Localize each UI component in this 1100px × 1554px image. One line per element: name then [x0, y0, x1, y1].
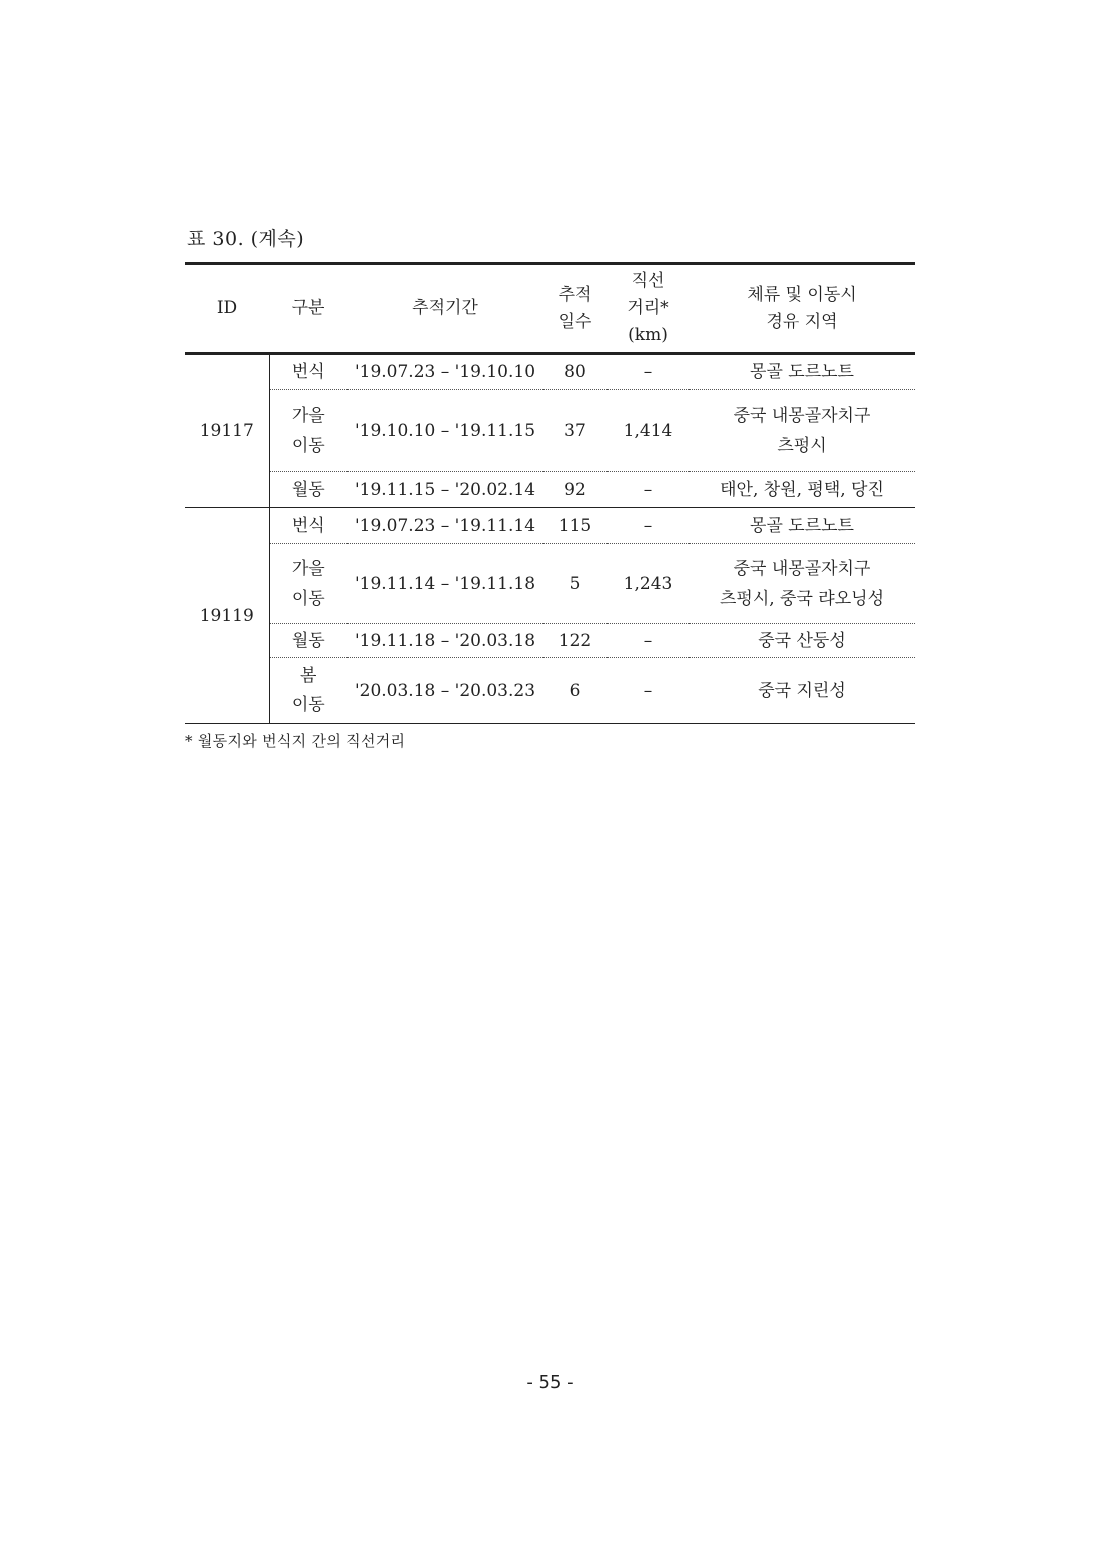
- header-distance-line3: (km): [628, 325, 668, 345]
- region-cell: [689, 390, 915, 472]
- period-cell: '19.11.18 – '20.03.18: [347, 624, 543, 658]
- table-footnote: * 월동지와 번식지 간의 직선거리: [185, 732, 406, 750]
- table-row: [185, 508, 915, 544]
- header-days: [543, 264, 607, 354]
- header-id: ID: [185, 264, 269, 354]
- period-cell: '19.07.23 – '19.11.14: [347, 508, 543, 544]
- days-cell: 6: [543, 658, 607, 724]
- table-row: [185, 354, 915, 390]
- days-cell: 115: [543, 508, 607, 544]
- period-cell: '19.07.23 – '19.10.10: [347, 354, 543, 390]
- category-cell: [269, 390, 347, 472]
- category-line: 가을: [291, 405, 325, 426]
- distance-cell: –: [607, 508, 689, 544]
- table-row: [185, 544, 915, 624]
- region-cell: 몽골 도르노트: [689, 354, 915, 390]
- days-cell: 80: [543, 354, 607, 390]
- header-days-line2: 일수: [558, 311, 592, 332]
- category-line: 이동: [291, 435, 325, 456]
- distance-cell: 1,243: [607, 544, 689, 624]
- region-cell: 태안, 창원, 평택, 당진: [689, 472, 915, 508]
- category-cell: 번식: [269, 508, 347, 544]
- table-row: [185, 658, 915, 724]
- header-category: 구분: [269, 264, 347, 354]
- table-row: [185, 624, 915, 658]
- table-row: [185, 390, 915, 472]
- period-cell: '19.11.15 – '20.02.14: [347, 472, 543, 508]
- header-region-line2: 경유 지역: [766, 311, 838, 332]
- table-header-row: [185, 264, 915, 354]
- period-cell: '19.11.14 – '19.11.18: [347, 544, 543, 624]
- header-distance-line1: 직선: [631, 271, 665, 291]
- region-cell: 몽골 도르노트: [689, 508, 915, 544]
- distance-cell: –: [607, 472, 689, 508]
- region-line: 중국 내몽골자치구: [733, 558, 871, 579]
- category-cell: 월동: [269, 624, 347, 658]
- header-period: 추적기간: [347, 264, 543, 354]
- category-cell: [269, 658, 347, 724]
- category-cell: [269, 544, 347, 624]
- region-cell: [689, 544, 915, 624]
- days-cell: 5: [543, 544, 607, 624]
- header-distance: [607, 264, 689, 354]
- table-row: [185, 472, 915, 508]
- region-line: 중국 내몽골자치구: [733, 405, 871, 426]
- page-number: - 55 -: [526, 1372, 574, 1393]
- days-cell: 37: [543, 390, 607, 472]
- region-line: 츠펑시, 중국 랴오닝성: [719, 588, 884, 609]
- region-cell: 중국 산둥성: [689, 624, 915, 658]
- tracking-table: [185, 262, 915, 724]
- category-line: 이동: [291, 588, 325, 609]
- header-days-line1: 추적: [558, 284, 592, 305]
- period-cell: '19.10.10 – '19.11.15: [347, 390, 543, 472]
- header-distance-line2: 거리*: [627, 298, 669, 318]
- header-region-line1: 체류 및 이동시: [747, 284, 857, 305]
- id-cell: 19119: [185, 508, 269, 724]
- region-cell: 중국 지린성: [689, 658, 915, 724]
- category-line: 가을: [291, 558, 325, 579]
- distance-cell: –: [607, 624, 689, 658]
- period-cell: '20.03.18 – '20.03.23: [347, 658, 543, 724]
- region-line: 츠펑시: [777, 435, 827, 456]
- category-cell: 번식: [269, 354, 347, 390]
- id-cell: 19117: [185, 354, 269, 508]
- table-caption: 표 30. (계속): [187, 228, 305, 250]
- days-cell: 122: [543, 624, 607, 658]
- distance-cell: –: [607, 354, 689, 390]
- category-line: 봄: [300, 665, 317, 686]
- distance-cell: 1,414: [607, 390, 689, 472]
- header-region: [689, 264, 915, 354]
- category-line: 이동: [291, 694, 325, 715]
- days-cell: 92: [543, 472, 607, 508]
- category-cell: 월동: [269, 472, 347, 508]
- distance-cell: –: [607, 658, 689, 724]
